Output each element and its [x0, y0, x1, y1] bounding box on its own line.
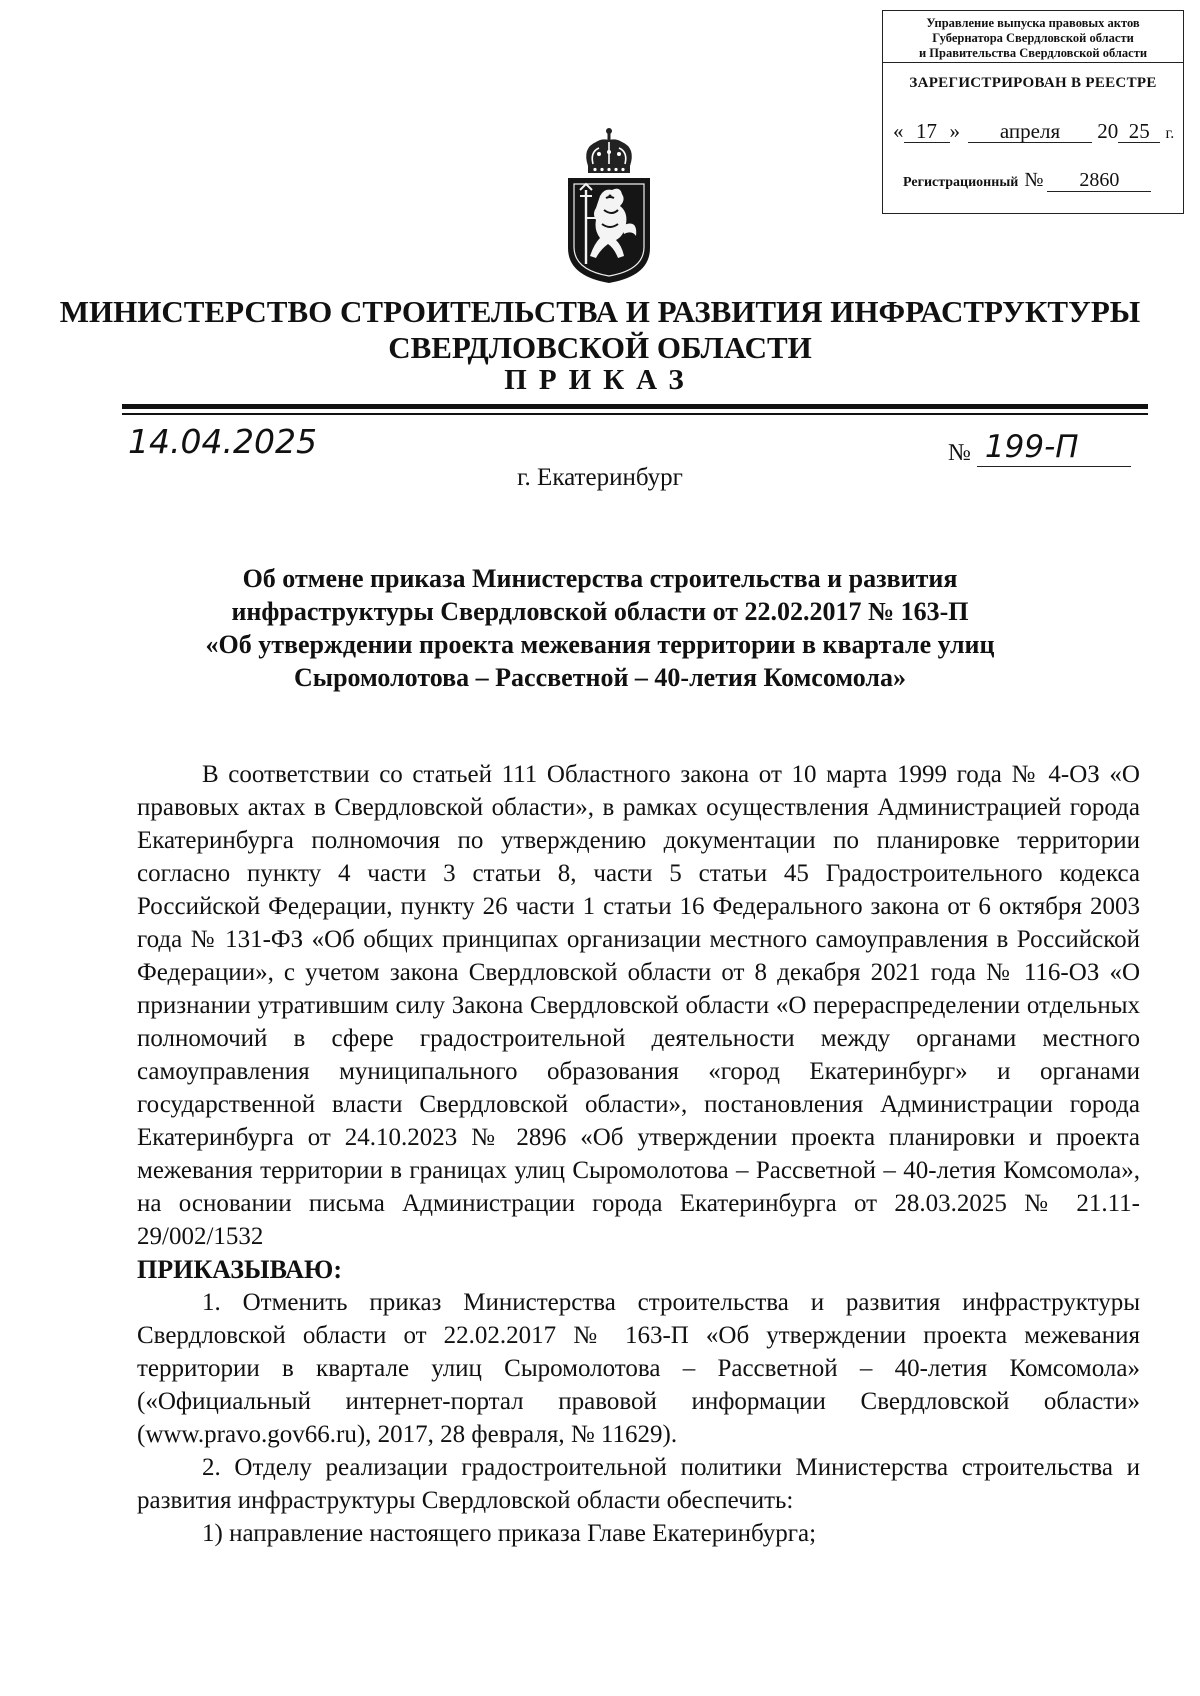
stamp-registered-label: ЗАРЕГИСТРИРОВАН В РЕЕСТРЕ — [909, 75, 1157, 91]
order-title — [120, 562, 1080, 694]
stamp-header-line: Губернатора Свердловской области — [932, 31, 1134, 45]
registration-stamp — [882, 10, 1184, 214]
preamble-paragraph: В соответствии со статьей 111 Областного закона от 10 марта 1999 года № 4-ОЗ «О правовых актах в Свердловской области», в рамках осуществления Администрацией города Екатеринбурга полномочия по утверждению документации по планировке территории согласно пункту 4 части 3 статьи 8, части 5 статьи 45 Градостроительного кодекса Российской Федерации, пункту 26 части 1 статьи 16 Федерального закона от 6 октября 2003 года № 131-ФЗ «Об общих принципах организации местного самоуправления в Российской Федерации», с учетом закона Свердловской области от 8 декабря 2021 года № 116-ОЗ «О признании утратившим силу Закона Свердловской области «О перераспределении отдельных полномочий в сфере градостроительной деятельности между органами местного самоуправления муниципального образования «город Екатеринбург» и органами государственной власти Свердловской области», постановления Администрации города Екатеринбурга от 24.10.2023 № 2896 «Об утверждении проекта планировки и проекта межевания территории в границах улиц Сыромолотова – Рассветной – 40-летия Комсомола», на основании письма Администрации города Екатеринбурга от 28.03.2025 № 21.11-29/002/1532 — [137, 761, 1140, 1250]
header-divider-thin — [122, 413, 1148, 415]
order-number-sign: № — [948, 440, 971, 466]
order-title-line: «Об утверждении проекта межевания территории в квартале улиц — [205, 630, 995, 659]
order-title-line: Об отмене приказа Министерства строительства и развития — [242, 564, 958, 593]
shield-icon — [568, 178, 650, 283]
order-item-1: 1. Отменить приказ Министерства строительства и развития инфраструктуры Свердловской области от 22.02.2017 № 163-П «Об утверждении проекта межевания территории в квартале улиц Сыромолотова – Рассветной – 40-летия Комсомола» («Официальный интернет-портал правовой информации Свердловской области» (www.pravo.gov66.ru), 2017, 28 февраля, № 11629). — [137, 1289, 1140, 1448]
stamp-year-prefix: 20 — [1097, 119, 1119, 143]
stamp-header-line: и Правительства Свердловской области — [918, 46, 1148, 60]
order-item-2-1: 1) направление настоящего приказа Главе Екатеринбурга; — [202, 1520, 817, 1547]
crown-icon — [586, 128, 632, 173]
order-body — [137, 758, 1140, 1550]
header-divider-thick — [122, 404, 1148, 409]
stamp-reg-label: Регистрационный — [903, 175, 1019, 190]
order-city: г. Екатеринбург — [517, 464, 683, 491]
stamp-header — [883, 11, 1183, 63]
order-item-2: 2. Отделу реализации градостроительной политики Министерства строительства и развития инфраструктуры Свердловской области обеспечить: — [137, 1454, 1140, 1514]
stamp-date: « 17 » апреля 20 25 г. — [893, 119, 1175, 143]
order-title-line: инфраструктуры Свердловской области от 22.02.2017 № 163-П — [231, 597, 969, 626]
ministry-name-line1: МИНИСТЕРСТВО СТРОИТЕЛЬСТВА И РАЗВИТИЯ ИНФРАСТРУКТУРЫ — [59, 294, 1141, 329]
order-number-handwritten: 199-П — [977, 428, 1131, 467]
stamp-header-line: Управление выпуска правовых актов — [926, 16, 1140, 30]
prikazyvayu-heading: ПРИКАЗЫВАЮ: — [137, 1255, 342, 1284]
stamp-reg-number: 2860 — [1047, 169, 1151, 192]
stamp-number-sign: № — [1024, 169, 1044, 191]
order-date-handwritten: 14.04.2025 — [128, 422, 317, 461]
ministry-name-line2: СВЕРДЛОВСКОЙ ОБЛАСТИ — [388, 330, 812, 365]
order-title-line: Сыромолотова – Рассветной – 40-летия Комсомола» — [294, 663, 906, 692]
stamp-day: 17 — [904, 120, 950, 143]
stamp-reg-number-row — [903, 169, 1151, 192]
stamp-month: апреля — [968, 120, 1092, 143]
stamp-year-suffix: 25 — [1118, 120, 1160, 143]
document-type: ПРИКАЗ — [504, 364, 696, 396]
stamp-year-unit: г. — [1165, 125, 1175, 142]
order-number — [948, 428, 1131, 467]
coat-of-arms-emblem — [566, 126, 652, 284]
